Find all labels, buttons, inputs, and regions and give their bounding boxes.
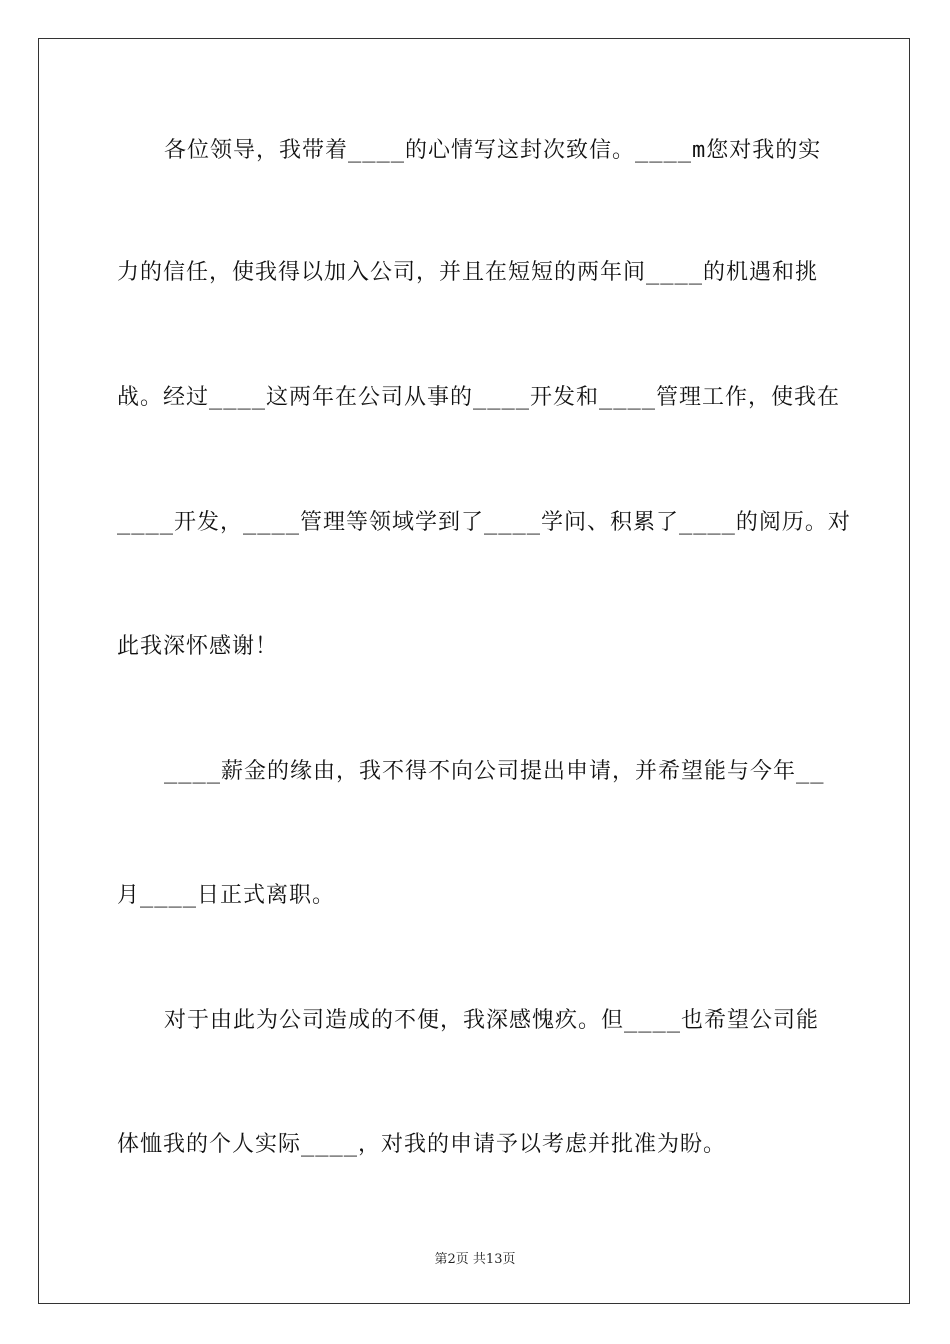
page-frame [38,38,910,1304]
paragraph-2-line-1: ____薪金的缘由，我不得不向公司提出申请，并希望能与今年__ [164,759,825,784]
paragraph-1-line-2: 力的信任，使我得以加入公司，并且在短短的两年间____的机遇和挑 [117,260,818,285]
paragraph-1-line-3: 战。经过____这两年在公司从事的____开发和____管理工作，使我在 [117,385,840,410]
page-number-footer: 第2页 共13页 [434,1252,516,1267]
paragraph-2-line-2: 月____日正式离职。 [117,883,335,908]
paragraph-1-line-5: 此我深怀感谢！ [117,634,279,659]
paragraph-1-line-1: 各位领导，我带着____的心情写这封次致信。____m您对我的实 [164,138,822,163]
paragraph-3-line-2: 体恤我的个人实际____，对我的申请予以考虑并批准为盼。 [117,1132,726,1157]
paragraph-1-line-4: ____开发，____管理等领域学到了____学问、积累了____的阅历。对 [117,510,851,535]
paragraph-3-line-1: 对于由此为公司造成的不便，我深感愧疚。但____也希望公司能 [164,1008,819,1033]
